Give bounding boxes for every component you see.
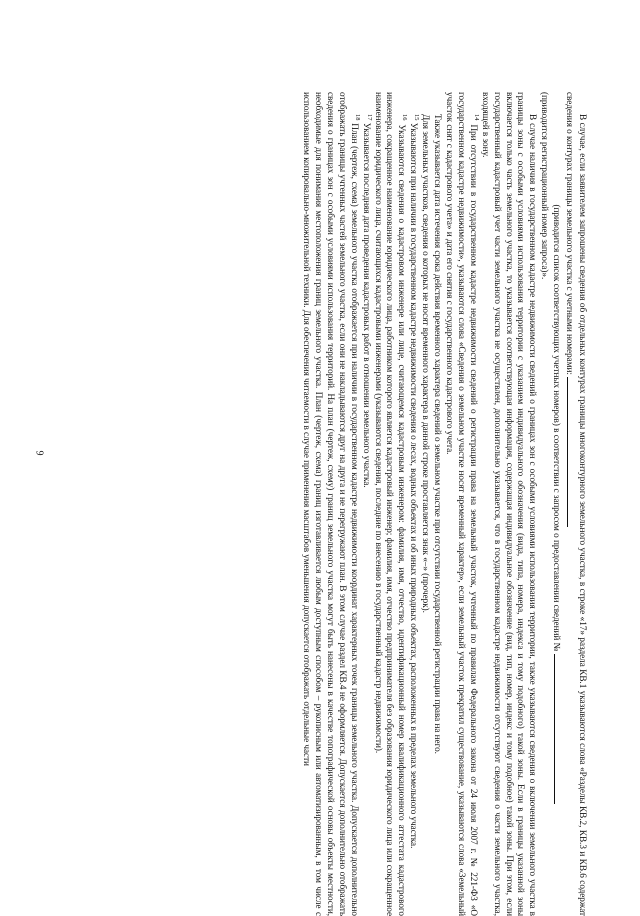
document-body [60, 92, 588, 916]
footnote-18: $^{18}$ План (чертеж, схема) земельного участка отображается при наличии в государственном кадастре недвижимости координат характерных точек границы земельного участка. Допускается дополнительно отображать границы учтенных частей земельного участка, если они не накладываются друг на друга и не перегружают план. В этом случае раздел КВ.4 не оформляется. Допускается дополнительно отображать сведения о границах зон с особыми условиями использования территорий. На план (чертеж, схему) границ земельного участка могут быть нанесены в качестве топографической основы объекты местности, необходимые для понимания местоположения границ земельного участка. План (чертеж, схема) границ изготавливается любым доступным способом – рукописным или автоматизированным, в том числе с использованием копировально-множительной техники. Для обеспечения читаемости в случае применения масштабов уменьшения допускается отображать отдельные части [302, 92, 361, 916]
paragraph-special-zones: В случае наличия в государственном кадастре недвижимости сведений о границах зон с особыми условиями использования территории, также указываются сведения о включении земельного участка в границы зоны с особыми условиями использования территории с указанием индивидуального обозначения (вида, типа, номера, индекса и тому подобного) такой зоны. Если в границы указанной зоны включается только часть земельного участка, то указывается соответствующая информация, содержащая индивидуальное обозначение (вид, тип, номер, индекс и тому подобное) такой зоны. При этом, если государственный кадастровый учет части земельного участка не осуществлен, дополнительно указывается, что в государственном кадастре недвижимости отсутствуют сведения о части земельного участка, входящей в зону. [480, 92, 539, 916]
paragraph-dash: Для земельных участков, сведения о которых не носят временного характера в данной строке проставляется знак «–» (прочерк). [421, 114, 432, 613]
paragraph-registration-note: (приводится регистрационный номер запроса)». [540, 92, 551, 280]
footnote-marker: 18 [353, 114, 361, 121]
page-number: 9 [33, 450, 45, 456]
paragraph-list-note: (приводится список соответствующих учетных номеров) в соответствии с запросом о предоставлении сведений № [550, 92, 563, 916]
blank-line [567, 377, 576, 527]
blank-line [554, 654, 563, 804]
footnote-marker: 16 [401, 114, 409, 121]
footnote-15: $^{15}$ Указываются при наличии в государственном кадастре недвижимости сведения о лесах, водных объектах и об иных природных объектах, расположенных в пределах земельного участка. [409, 114, 421, 849]
footnote-14: $^{14}$ При отсутствии в государственном кадастре недвижимости сведений о регистрации права на земельный участок, учтенный по правилам Федерального закона от 24 июля 2007 г. № 221-ФЗ «О государственном кадастре недвижимости», указываются слова «Сведения о земельном участке носят временный характер», если земельный участок прекратил существование, указываются слова «Земельный участок снят с кадастрового учета» и дата его снятия с государственного кадастрового учета. [445, 92, 480, 916]
footnote-marker: 14 [472, 114, 480, 121]
footnote-marker: 15 [413, 114, 421, 121]
paragraph-expiry-date: Также указывается дата истечения срока действия временного характера сведений о земельном участке при отсутствии государственной регистрации права на него. [433, 114, 444, 754]
paragraph-multicontour: В случае, если заявителем запрошены сведения об отдельных контурах границы многоконтурного земельного участка, в строке «17» раздела КВ.1 указываются слова «Разделы КВ.2, КВ.3 и КВ.6 содержат сведения о контурах границы земельного участка с учетными номерами: [565, 92, 588, 916]
footnote-17: $^{17}$ Указывается последняя дата проведения кадастровых работ в отношении земельного участка. [361, 114, 373, 488]
footnote-marker: 17 [365, 114, 373, 121]
footnote-16: $^{16}$ Указываются сведения о кадастровом инженере или лице, считающемся кадастровым инженером: фамилия, имя, отчество, идентификационный номер квалификационного аттестата кадастрового инженера, сокращенное наименование юридического лица, работником которого является кадастровый инженер; фамилия, имя, отчество предпринимателя без образования юридического лица или сокращенное наименование юридического лица, считающихся кадастровыми инженерами (указываются сведения, последние по внесению в государственный кадастр недвижимости). [373, 92, 409, 916]
